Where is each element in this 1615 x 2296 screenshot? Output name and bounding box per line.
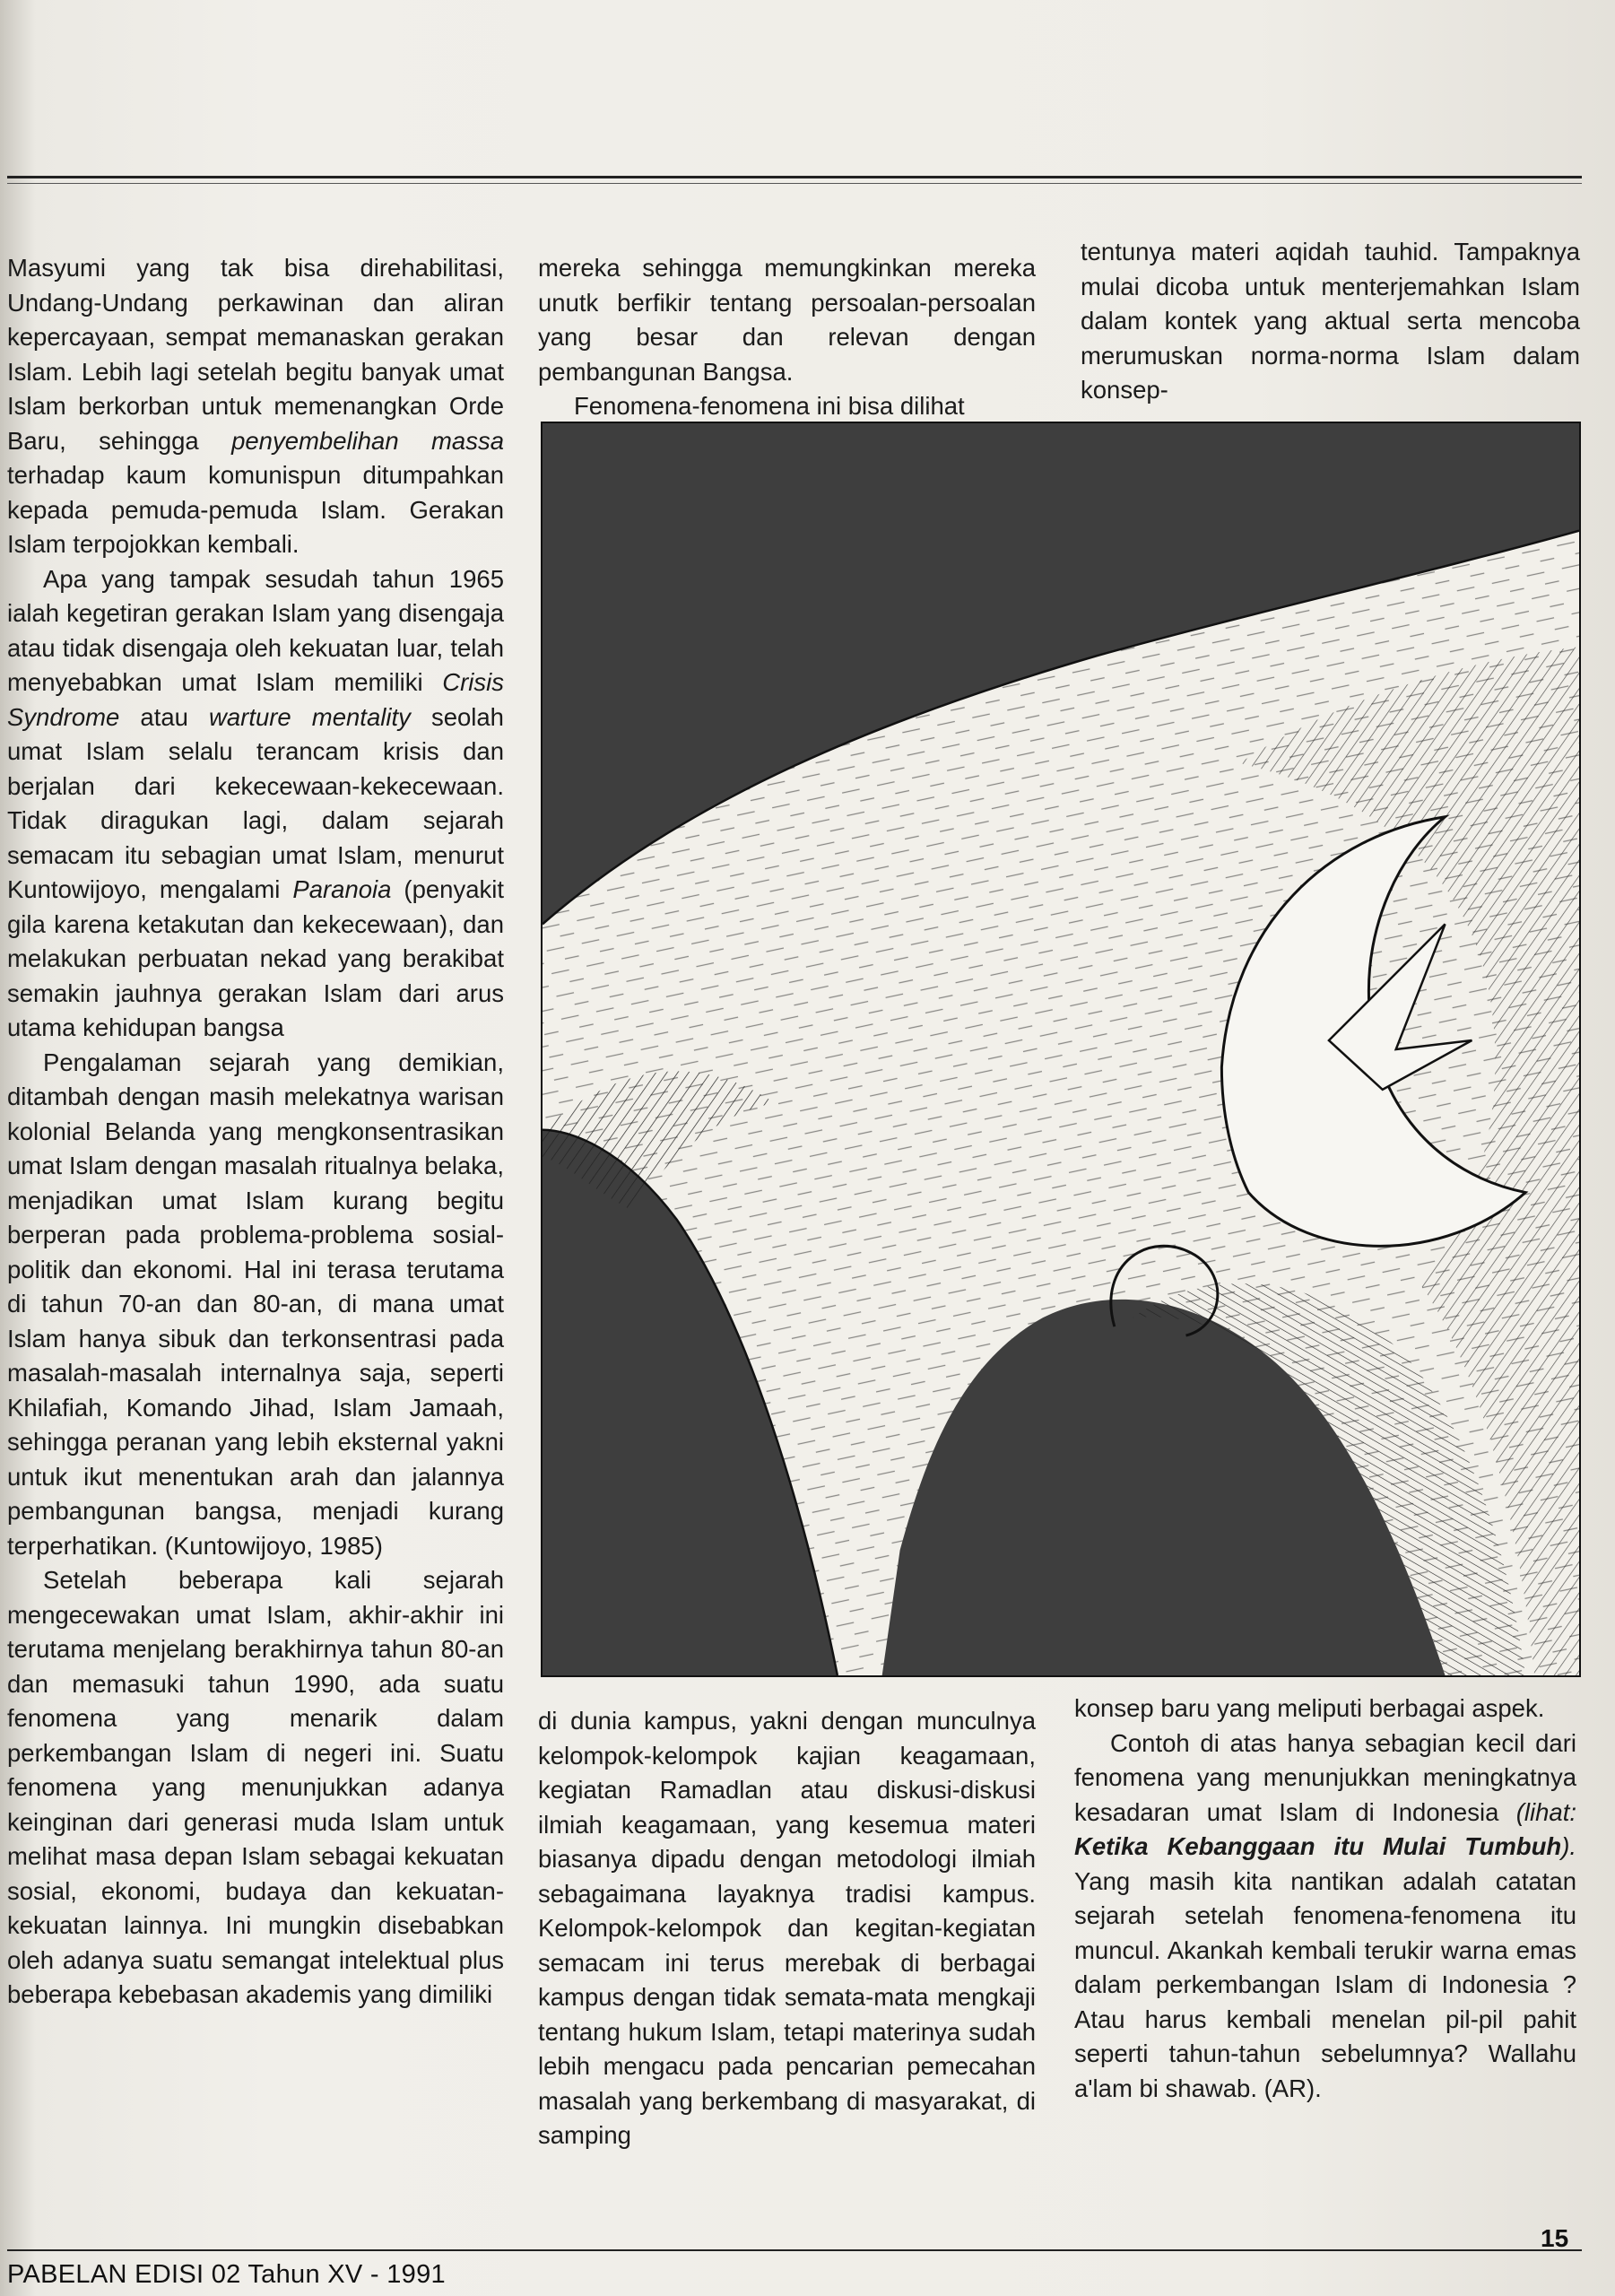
col2-bottom-paragraph-1: di dunia kampus, yakni dengan munculnya kelompok-kelompok kajian keagamaan, kegiatan Ramadlan atau diskusi-diskusi ilmiah keagamaan, yang kesemua materi biasanya dipadu dengan metodologi ilmiah sebagaimana layaknya tradisi kampus. Kelompok-kelompok dan kegitan-kegiatan semacam ini terus merebak di berbagai kampus dengan tidak semata-mata mengkaji tentang hukum Islam, tetapi materinya sudah lebih mengacu pada pencarian pemecahan masalah yang berkembang di masyarakat, di samping — [538, 1707, 1036, 2149]
col3-bottom-paragraph-1: konsep baru yang meliputi berbagai aspek. — [1074, 1694, 1545, 1722]
publication-footer: PABELAN EDISI 02 Tahun XV - 1991 — [7, 2260, 446, 2289]
bottom-rule — [7, 2249, 1582, 2251]
col3-bottom-paragraph-2: Contoh di atas hanya sebagian kecil dari fenomena yang menunjukkan meningkatnya kesadaran umat Islam di Indonesia (lihat: Ketika Kebanggaan itu Mulai Tumbuh). Yang masih kita nantikan adalah catatan sejarah setelah fenomena-fenomena itu muncul. Akankah kembali terukir warna emas dalam perkembangan Islam di Indonesia ? Atau harus kembali menelan pil-pil pahit seperti tahun-tahun sebelumnya? Wallahu a'lam bi shawab. (AR). — [1074, 1728, 1576, 2102]
column-right-top — [1081, 235, 1580, 408]
article-reference: Ketika Kebanggaan itu Mulai Tumbuh — [1074, 1832, 1562, 1860]
col1-paragraph-4: Setelah beberapa kali sejarah mengecewakan umat Islam, akhir-akhir ini terutama menjelang berakhirnya tahun 80-an dan memasuki tahun 1990, ada suatu fenomena yang menarik dalam perkembangan Islam di negeri ini. Suatu fenomena yang menunjukkan adanya keinginan dari generasi muda Islam untuk melihat masa depan Islam sebagai kekuatan sosial, ekonomi, budaya dan kekuatan-kekuatan lainnya. Ini mungkin disebabkan oleh adanya suatu semangat intelektual plus beberapa kebebasan akademis yang dimiliki — [7, 1566, 504, 2008]
col3-top-paragraph-1: tentunya materi aqidah tauhid. Tampaknya mulai dicoba untuk menterjemahkan Islam dalam kontek yang aktual serta mencoba merumuskan norma-norma Islam dalam konsep- — [1081, 238, 1580, 404]
column-left — [7, 251, 504, 2013]
col1-paragraph-3: Pengalaman sejarah yang demikian, ditambah dengan masih melekatnya warisan kolonial Belanda yang mengkonsentrasikan umat Islam dengan masalah ritualnya belaka, menjadikan umat Islam kurang begitu berperan pada problema-problema sosial-politik dan ekonomi. Hal ini terasa terutama di tahun 70-an dan 80-an, di mana umat Islam hanya sibuk dan terkonsentrasi pada masalah-masalah internalnya saja, seperti Khilafiah, Komando Jihad, Islam Jamaah, sehingga peranan yang lebih eksternal yakni untuk ikut menentukan arah dan jalannya pembangunan bangsa, menjadi kurang terperhatikan. (Kuntowijoyo, 1985) — [7, 1048, 504, 1560]
column-middle-bottom — [538, 1704, 1036, 2153]
col2-top-paragraph-1: mereka sehingga memungkinkan mereka unutk berfikir tentang persoalan-persoalan yang besar dan relevan dengan pembangunan Bangsa. — [538, 254, 1036, 386]
col1-paragraph-1: Masyumi yang tak bisa direhabilitasi, Undang-Undang perkawinan dan aliran kepercayaan, sempat memanaskan gerakan Islam. Lebih lagi setelah begitu banyak umat Islam berkorban untuk memenangkan Orde Baru, sehingga penyembelihan massa terhadap kaum komunispun ditumpahkan kepada pemuda-pemuda Islam. Gerakan Islam terpojokkan kembali. — [7, 254, 504, 558]
top-rule-thin — [7, 183, 1582, 184]
col2-top-paragraph-2: Fenomena-fenomena ini bisa dilihat — [574, 392, 965, 420]
col1-paragraph-2: Apa yang tampak sesudah tahun 1965 ialah kegetiran gerakan Islam yang disengaja atau tidak disengaja oleh kekuatan luar, telah menyebabkan umat Islam memiliki Crisis Syndrome atau warture mentality seolah umat Islam selalu terancam krisis dan berjalan dari kekecewaan-kekecewaan. Tidak diragukan lagi, dalam sejarah semacam itu sebagian umat Islam, menurut Kuntowijoyo, mengalami Paranoia (penyakit gila karena ketakutan dan kekecewaan), dan melakukan perbuatan nekad yang berakibat semakin jauhnya gerakan Islam dari arus utama kehidupan bangsa — [7, 564, 504, 1041]
column-middle-top — [538, 251, 1036, 424]
top-rule — [7, 176, 1582, 178]
illustration-drawing — [543, 423, 1579, 1675]
page-number: 15 — [1541, 2224, 1569, 2252]
crescent-illustration — [541, 422, 1581, 1677]
column-right-bottom — [1074, 1692, 1576, 2106]
